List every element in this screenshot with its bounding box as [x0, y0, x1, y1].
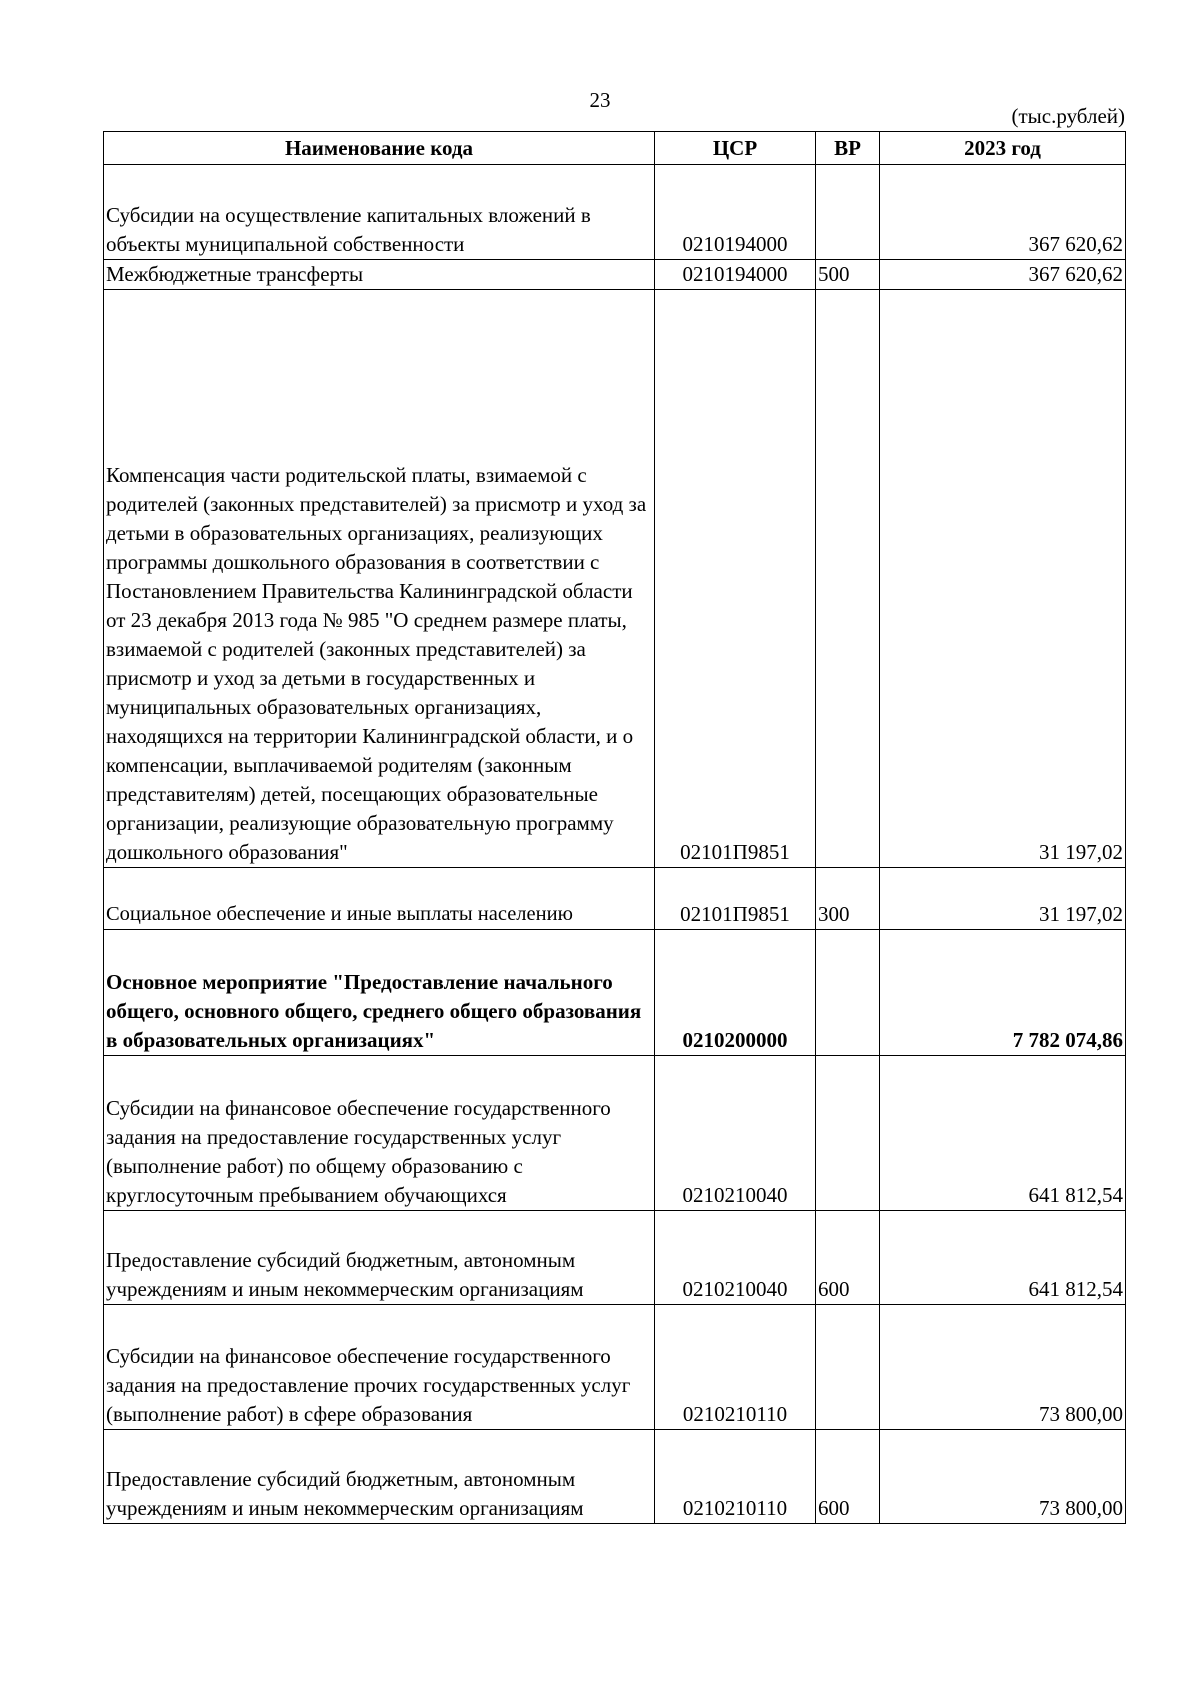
table-row: [104, 868, 1126, 930]
row-csr: 02101П9851: [655, 290, 816, 868]
row-name: Компенсация части родительской платы, взимаемой с родителей (законных представителей) за присмотр и уход за детьми в образовательных организациях, реализующих программы дошкольного образования в соответствии с Постановлением Правительства Калининградской области от 23 декабря 2013 года № 985 "О среднем размере платы, взимаемой с родителей (законных представителей) за присмотр и уход за детьми в государственных и муниципальных образовательных организациях, находящихся на территории Калининградской области, и о компенсации, выплачиваемой родителям (законным представителям) детей, посещающих образовательные организации, реализующие образовательную программу дошкольного образования": [104, 290, 655, 868]
row-name: Межбюджетные трансферты: [104, 260, 655, 290]
row-vr: 600: [816, 1430, 880, 1524]
row-csr: 0210210110: [655, 1430, 816, 1524]
row-sum: 641 812,54: [880, 1056, 1126, 1211]
row-sum: 73 800,00: [880, 1430, 1126, 1524]
row-csr: 0210194000: [655, 260, 816, 290]
row-csr: 02101П9851: [655, 868, 816, 930]
table-header-row: [104, 132, 1126, 165]
table-row: [104, 1211, 1126, 1305]
header-csr: ЦСР: [655, 132, 816, 165]
row-name: Субсидии на осуществление капитальных вложений в объекты муниципальной собственности: [104, 165, 655, 260]
row-csr: 0210200000: [655, 930, 816, 1056]
row-vr: [816, 1056, 880, 1211]
page-number: 23: [589, 88, 611, 112]
row-name: Субсидии на финансовое обеспечение государственного задания на предоставление государственных услуг (выполнение работ) по общему образованию с круглосуточным пребыванием обучающихся: [104, 1056, 655, 1211]
row-sum: 7 782 074,86: [880, 930, 1126, 1056]
header-vr: ВР: [816, 132, 880, 165]
header-name: Наименование кода: [104, 132, 655, 165]
row-name: Субсидии на финансовое обеспечение государственного задания на предоставление прочих государственных услуг (выполнение работ) в сфере образования: [104, 1305, 655, 1430]
units-label: (тыс.рублей): [1011, 104, 1125, 128]
row-csr: 0210210040: [655, 1056, 816, 1211]
row-vr: 600: [816, 1211, 880, 1305]
row-sum: 641 812,54: [880, 1211, 1126, 1305]
table-row: [104, 1430, 1126, 1524]
row-vr: [816, 930, 880, 1056]
row-sum: 367 620,62: [880, 260, 1126, 290]
table-row: [104, 290, 1126, 868]
row-csr: 0210194000: [655, 165, 816, 260]
row-name: Социальное обеспечение и иные выплаты населению: [104, 868, 655, 930]
row-sum: 73 800,00: [880, 1305, 1126, 1430]
row-sum: 31 197,02: [880, 868, 1126, 930]
row-sum: 31 197,02: [880, 290, 1126, 868]
row-csr: 0210210110: [655, 1305, 816, 1430]
budget-table: [103, 131, 1126, 1524]
row-name: Предоставление субсидий бюджетным, автономным учреждениям и иным некоммерческим организациям: [104, 1430, 655, 1524]
row-sum: 367 620,62: [880, 165, 1126, 260]
row-vr: 300: [816, 868, 880, 930]
row-vr: [816, 290, 880, 868]
row-name: Предоставление субсидий бюджетным, автономным учреждениям и иным некоммерческим организациям: [104, 1211, 655, 1305]
row-vr: [816, 165, 880, 260]
table-row: [104, 260, 1126, 290]
table-row: [104, 1305, 1126, 1430]
table-row: [104, 1056, 1126, 1211]
row-csr: 0210210040: [655, 1211, 816, 1305]
header-sum: 2023 год: [880, 132, 1126, 165]
row-name: Основное мероприятие "Предоставление начального общего, основного общего, среднего общего образования в образовательных организациях": [104, 930, 655, 1056]
row-vr: 500: [816, 260, 880, 290]
row-vr: [816, 1305, 880, 1430]
table-row: [104, 930, 1126, 1056]
table-row: [104, 165, 1126, 260]
